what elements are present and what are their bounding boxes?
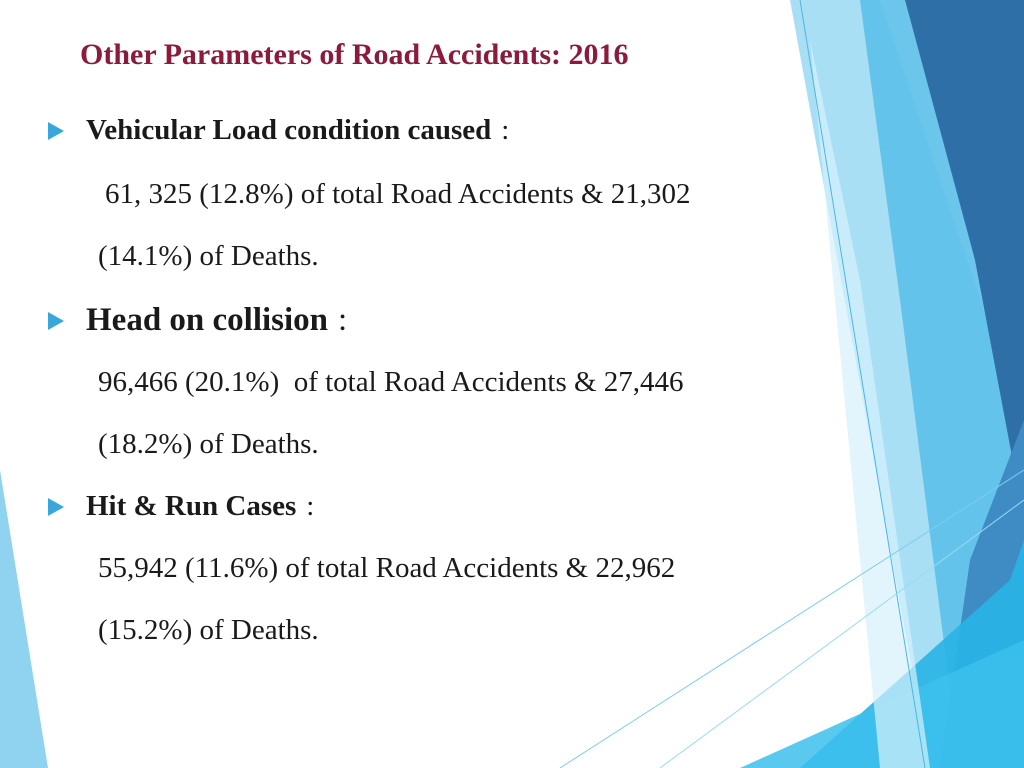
triangle-right-icon xyxy=(48,122,64,140)
bullet-detail-line-1: 96,466 (20.1%) of total Road Accidents & 27,446 xyxy=(98,366,684,398)
bullet-detail-line-1: 61, 325 (12.8%) of total Road Accidents & 21,302 xyxy=(105,178,691,210)
bullet-item-vehicular-load xyxy=(48,114,509,147)
bullet-item-head-on-collision xyxy=(48,302,347,339)
bullet-detail-line-2: (18.2%) of Deaths. xyxy=(98,428,319,460)
bullet-separator: : xyxy=(501,114,510,146)
bullet-detail-line-1: 55,942 (11.6%) of total Road Accidents & 22,962 xyxy=(98,552,676,584)
bullet-heading: Head on collision xyxy=(86,302,329,338)
bullet-separator: : xyxy=(306,490,315,522)
slide-title: Other Parameters of Road Accidents: 2016 xyxy=(80,38,629,71)
triangle-right-icon xyxy=(48,498,64,516)
deco-left-sliver xyxy=(0,470,48,768)
bullet-separator: : xyxy=(338,302,348,338)
bullet-heading: Vehicular Load condition caused xyxy=(86,114,492,146)
bullet-detail-line-2: (14.1%) of Deaths. xyxy=(98,240,319,272)
bullet-detail-line-2: (15.2%) of Deaths. xyxy=(98,614,319,646)
bullet-item-hit-and-run xyxy=(48,490,314,523)
triangle-right-icon xyxy=(48,312,64,330)
bullet-heading: Hit & Run Cases xyxy=(86,490,297,522)
